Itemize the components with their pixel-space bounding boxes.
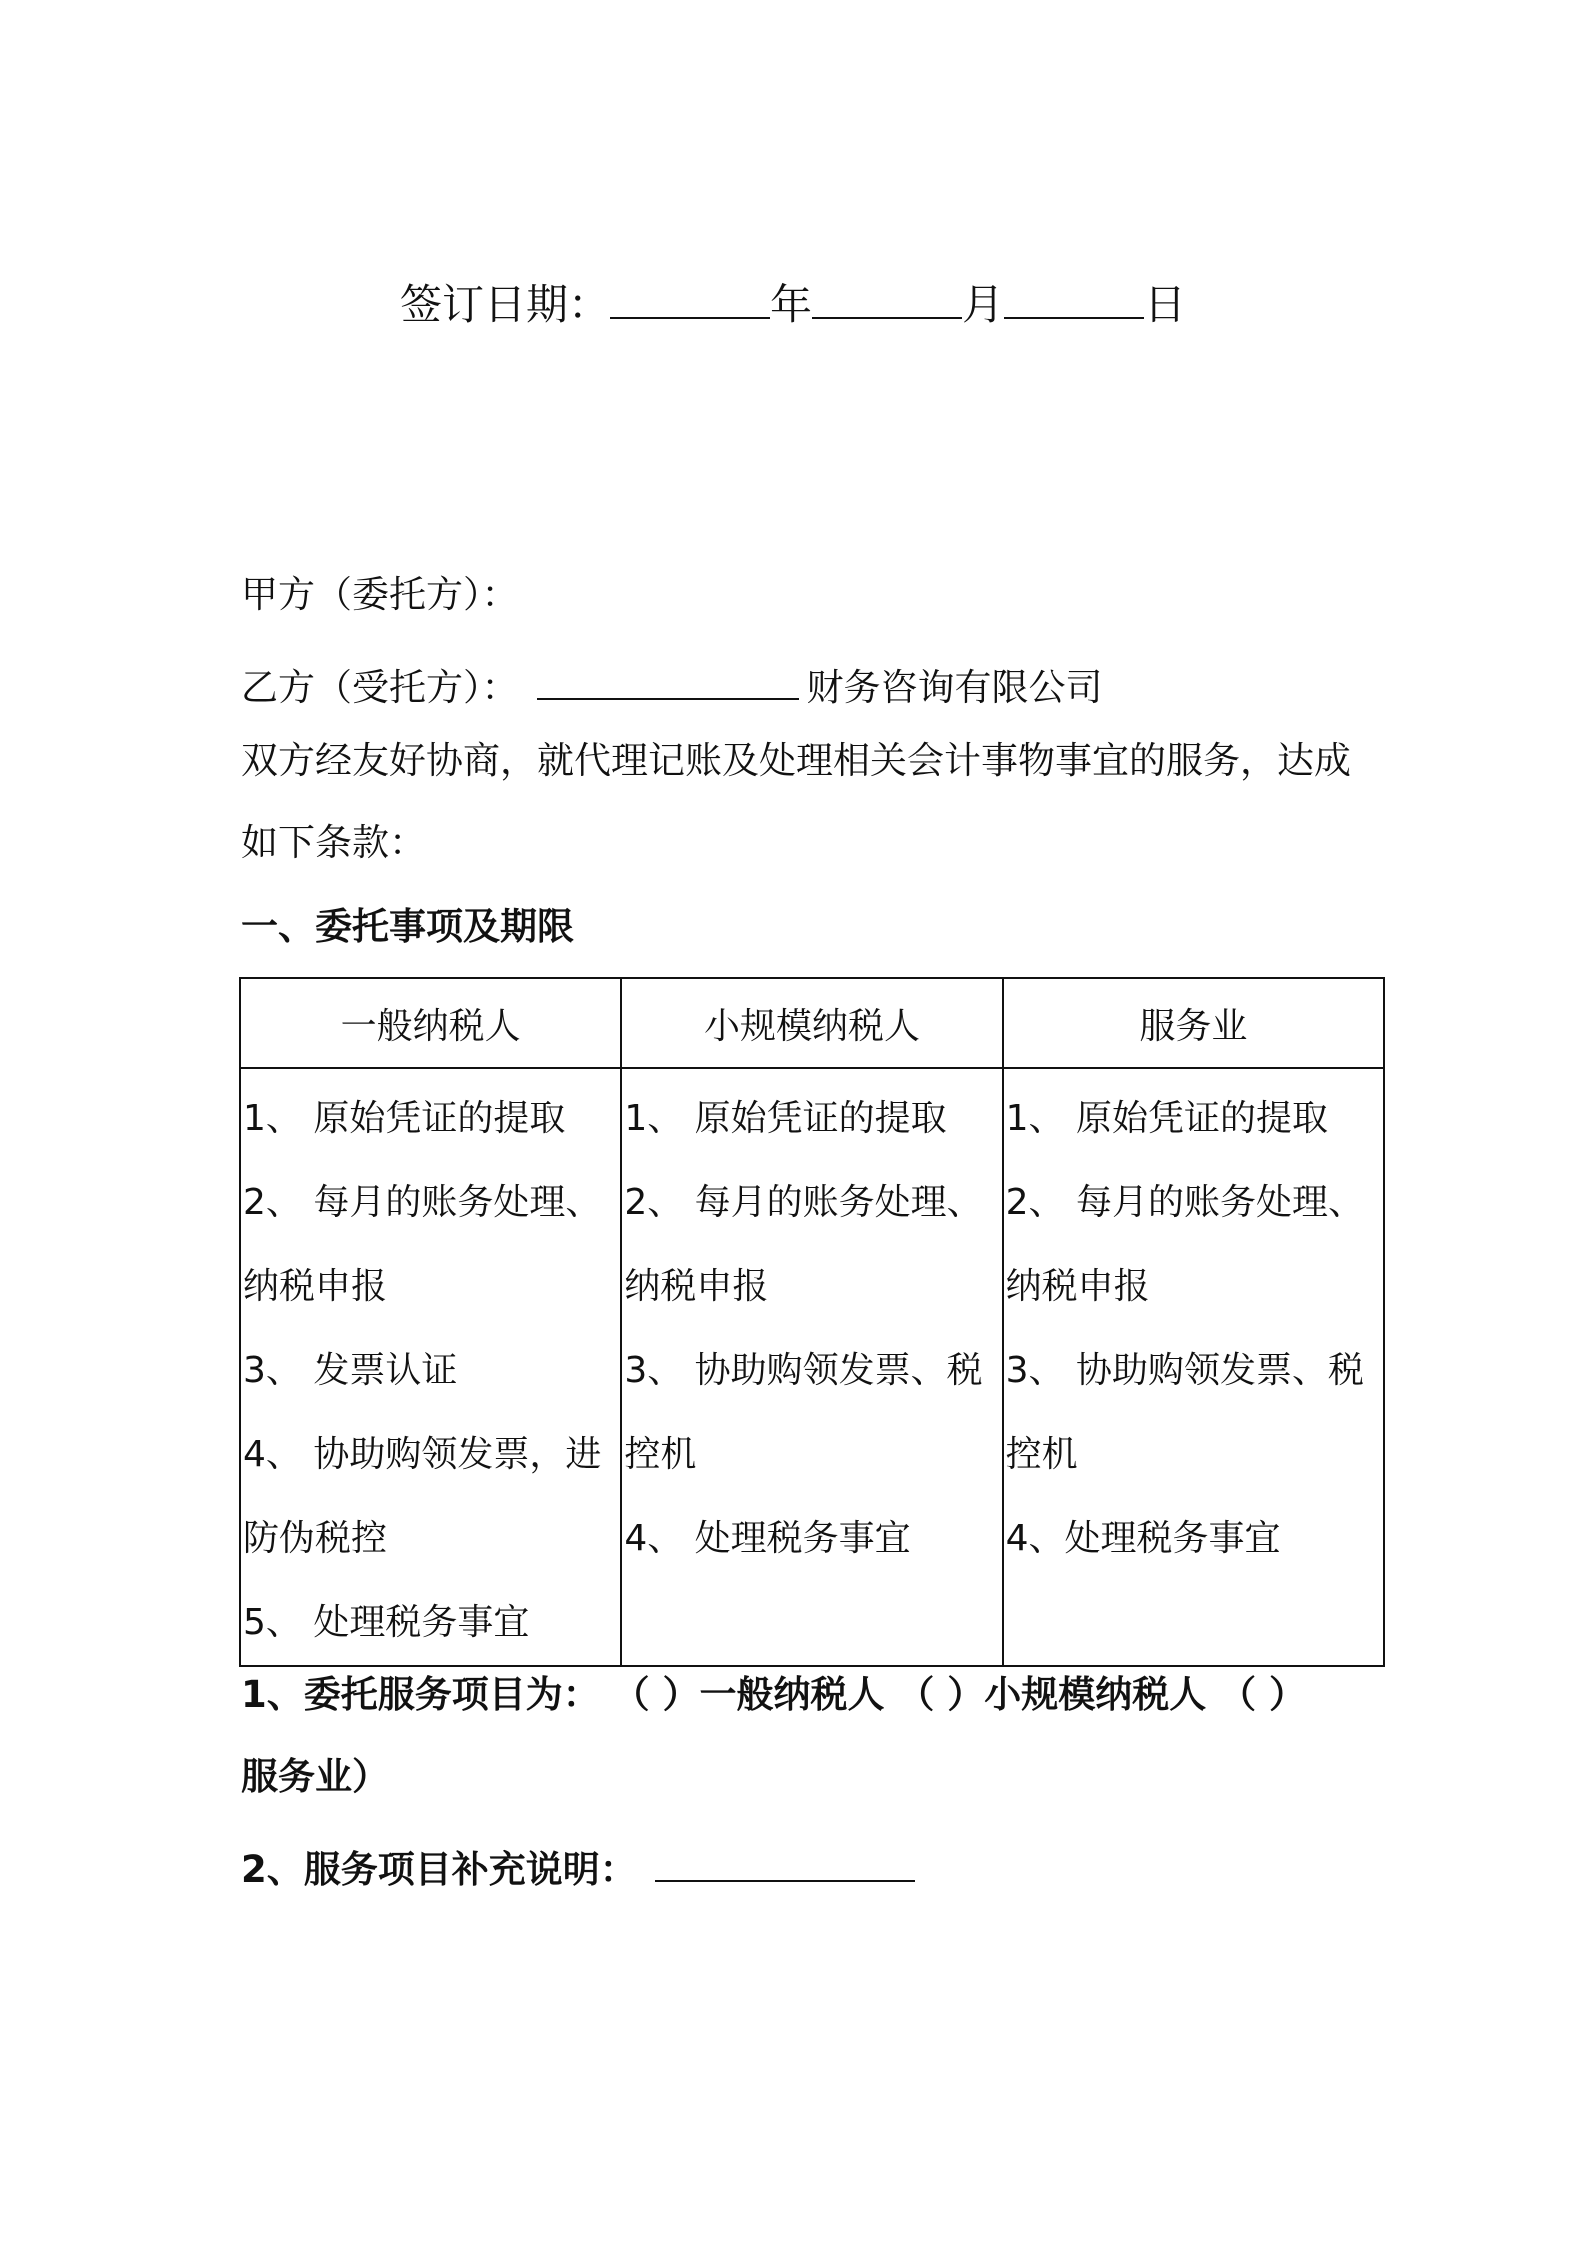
party-b-name-blank[interactable] xyxy=(537,658,799,700)
service-industry-cell xyxy=(1003,1068,1384,1666)
cell-line: 控机 xyxy=(624,1434,697,1475)
item-2-label: 2、服务项目补充说明： xyxy=(241,1848,637,1891)
year-label: 年 xyxy=(769,280,812,329)
day-label: 日 xyxy=(1144,280,1187,329)
party-b-suffix: 财务咨询有限公司 xyxy=(806,666,1103,709)
cell-line: 3、 协助购领发票、税 xyxy=(624,1350,983,1391)
party-b-line xyxy=(241,658,1103,713)
cell-line: 纳税申报 xyxy=(624,1266,769,1307)
item-1-line-2: 服务业） xyxy=(241,1755,389,1798)
month-blank[interactable] xyxy=(812,277,962,319)
sign-date-line xyxy=(0,275,1586,335)
section-1-title: 一、委托事项及期限 xyxy=(241,905,574,948)
cell-line: 防伪税控 xyxy=(243,1518,388,1559)
header-general-taxpayer: 一般纳税人 xyxy=(240,978,621,1068)
cell-line: 纳税申报 xyxy=(1005,1266,1150,1307)
intro-line-2: 如下条款： xyxy=(241,821,426,864)
cell-line: 1、 原始凭证的提取 xyxy=(624,1098,947,1139)
general-taxpayer-cell xyxy=(240,1068,621,1666)
cell-line: 2、 每月的账务处理、 xyxy=(624,1182,983,1223)
cell-line: 4、处理税务事宜 xyxy=(1005,1518,1281,1559)
table-row xyxy=(240,1068,1384,1666)
party-b-label: 乙方（受托方）： xyxy=(241,666,519,709)
sign-date-label: 签订日期： xyxy=(399,280,610,329)
cell-line: 4、 处理税务事宜 xyxy=(624,1518,911,1559)
table-header-row xyxy=(240,978,1384,1068)
header-small-scale-taxpayer: 小规模纳税人 xyxy=(621,978,1002,1068)
cell-line: 5、 处理税务事宜 xyxy=(243,1602,530,1643)
item-2-blank[interactable] xyxy=(655,1840,915,1882)
item-2-line xyxy=(241,1840,915,1895)
header-service-industry: 服务业 xyxy=(1003,978,1384,1068)
service-table xyxy=(239,977,1385,1667)
cell-line: 3、 协助购领发票、税 xyxy=(1005,1350,1365,1391)
month-label: 月 xyxy=(962,280,1005,329)
cell-line: 1、 原始凭证的提取 xyxy=(1005,1098,1329,1139)
party-a-line: 甲方（委托方）： xyxy=(241,573,519,616)
cell-line: 纳税申报 xyxy=(243,1266,388,1307)
cell-line: 1、 原始凭证的提取 xyxy=(243,1098,566,1139)
small-scale-taxpayer-cell xyxy=(621,1068,1002,1666)
item-1-line-1: 1、委托服务项目为： （ ）一般纳税人 （ ）小规模纳税人 （ ） xyxy=(241,1673,1307,1716)
cell-line: 2、 每月的账务处理、 xyxy=(243,1182,602,1223)
intro-line-1: 双方经友好协商，就代理记账及处理相关会计事物事宜的服务，达成 xyxy=(241,739,1351,782)
day-blank[interactable] xyxy=(1004,277,1144,319)
year-blank[interactable] xyxy=(610,277,770,319)
cell-line: 4、 协助购领发票，进 xyxy=(243,1434,602,1475)
cell-line: 控机 xyxy=(1005,1434,1078,1475)
cell-line: 2、 每月的账务处理、 xyxy=(1005,1182,1365,1223)
cell-line: 3、 发票认证 xyxy=(243,1350,458,1391)
